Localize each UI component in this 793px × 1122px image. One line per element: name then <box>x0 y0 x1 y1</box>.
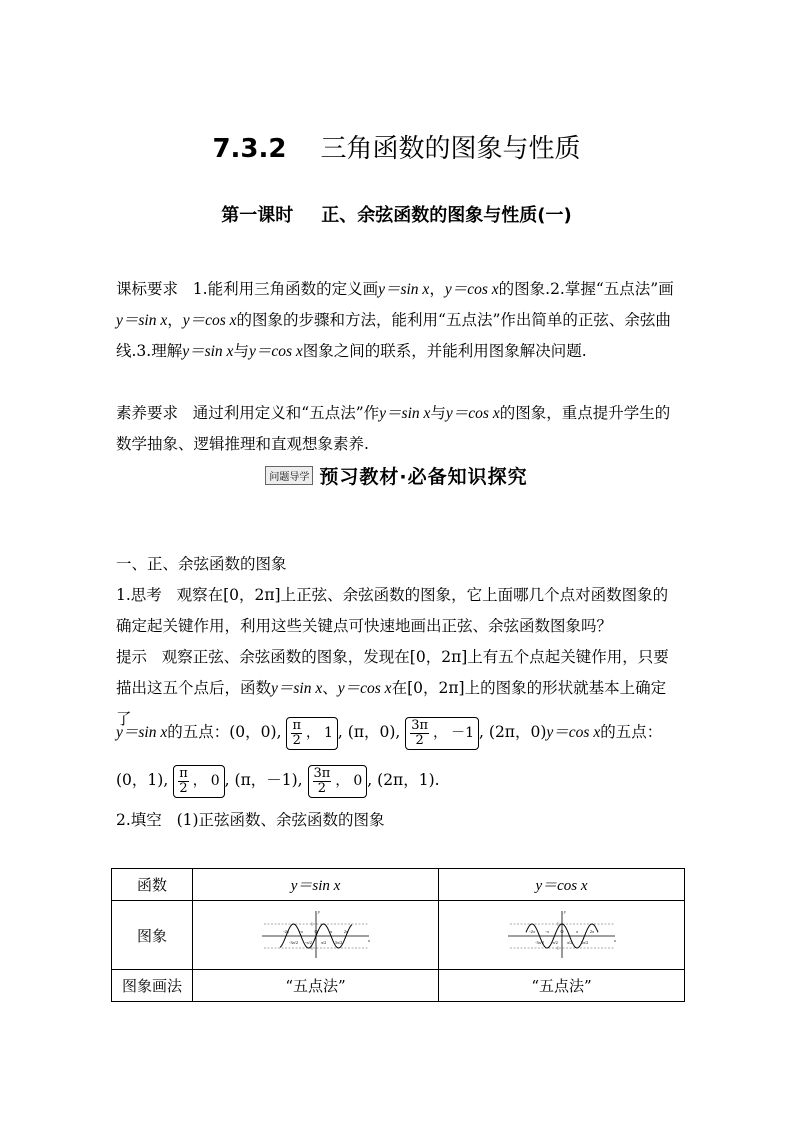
requirements-paragraph: 课标要求 1.能利用三角函数的定义画y＝sin x，y＝cos x的图象.2.掌握“五点法”画y＝sin x，y＝cos x的图象的步骤和方法，能利用“五点法”作出简单的正弦、余弦曲线.3.理解y＝sin x与y＝cos x图象之间的联系，并能利用图象解决问题. <box>116 280 674 360</box>
tick-label: 1 <box>310 921 313 927</box>
table-row-label: 图象 <box>112 901 193 970</box>
table-header-cell: y＝cos x <box>439 869 685 901</box>
tick-label: -3π/2 <box>289 940 298 945</box>
tick-label: -2π <box>283 929 289 934</box>
tick-label: 3π/2 <box>334 940 343 945</box>
tick-label: π/2 <box>320 940 327 945</box>
table-graph-row <box>112 901 685 970</box>
tick-label: -2π <box>529 929 535 934</box>
sine-graph <box>258 908 373 962</box>
literacy-paragraph: 素养要求 通过利用定义和“五点法”作y＝sin x与y＝cos x的图象，重点提升学生的数学抽象、逻辑推理和直观想象素养. <box>116 404 671 453</box>
tick-label: 3π/2 <box>580 940 589 945</box>
tick-label: O <box>560 929 564 934</box>
cos-method-cell: “五点法” <box>439 970 685 1002</box>
tick-label: -1 <box>555 945 559 951</box>
tick-label: -π/2 <box>305 940 312 945</box>
hint-paragraph: 提示 观察正弦、余弦函数的图象，发现在[0，2π]上有五个点起关键作用，只要描出这五个点后，函数y＝sin x、y＝cos x在[0，2π]上的图象的形状就基本上确定了 <box>116 648 669 728</box>
tick-label: -3π/2 <box>535 940 544 945</box>
sin-method-cell: “五点法” <box>193 970 439 1002</box>
point-bracket: $\frac{\pi}{2}$ ， 1 <box>286 717 337 750</box>
function-table <box>111 868 685 1002</box>
table-row-label: 图象画法 <box>112 970 193 1002</box>
table-method-row <box>112 970 685 1002</box>
axis-label: x <box>614 938 616 943</box>
point-bracket: $\frac{\pi}{2}$ ， 0 <box>173 765 224 798</box>
sin-points-line: y＝sin x的五点：(0，0), $\frac{\pi}{2}$ ， 1 , (π，0), $\frac{3\pi}{2}$ ， －1 , (2π，0)y＝cos x的五点： <box>116 717 663 748</box>
tick-label: π <box>575 929 579 934</box>
tick-label: O <box>314 929 318 934</box>
point-bracket: $\frac{3\pi}{2}$ ， 0 <box>308 765 368 798</box>
tick-label: -π <box>545 929 549 934</box>
banner-tag: 问题导学 <box>265 466 313 485</box>
tick-label: 2π <box>589 929 595 934</box>
axis-label: y <box>564 909 566 914</box>
tick-label: 2π <box>343 929 349 934</box>
axis-label: y <box>318 909 320 914</box>
section-banner <box>0 462 793 489</box>
tick-label: -π <box>299 929 303 934</box>
cos-points-line: (0，1), $\frac{\pi}{2}$ ， 0 , (π，－1), $\frac{3\pi}{2}$ ， 0 , (2π，1). <box>116 765 440 796</box>
section-title: 7.3.2 三角函数的图象与性质 <box>212 134 581 164</box>
sin-graph-cell <box>193 901 439 970</box>
table-header-cell: y＝sin x <box>193 869 439 901</box>
tick-label: π <box>329 929 333 934</box>
tick-label: -1 <box>309 945 313 951</box>
axis-label: x <box>368 938 370 943</box>
table-header-cell: 函数 <box>112 869 193 901</box>
tick-label: 1 <box>556 921 559 927</box>
section-one-heading: 一、正、余弦函数的图象 <box>116 555 287 573</box>
think-paragraph: 1.思考 观察在[0，2π]上正弦、余弦函数的图象，它上面哪几个点对函数图象的确定起关键作用，利用这些关键点可快速地画出正弦、余弦函数图象吗？ <box>116 586 669 635</box>
tick-label: π/2 <box>566 940 573 945</box>
table-header-row <box>112 869 685 901</box>
point-bracket: $\frac{3\pi}{2}$ ， －1 <box>405 717 479 750</box>
cos-graph-cell <box>439 901 685 970</box>
lesson-title: 第一课时 正、余弦函数的图象与性质(一) <box>221 205 572 226</box>
fill-paragraph: 2.填空 (1)正弦函数、余弦函数的图象 <box>116 811 385 829</box>
banner-text: 预习教材·必备知识探究 <box>319 466 528 488</box>
cosine-graph <box>504 908 619 962</box>
tick-label: -π/2 <box>551 940 558 945</box>
